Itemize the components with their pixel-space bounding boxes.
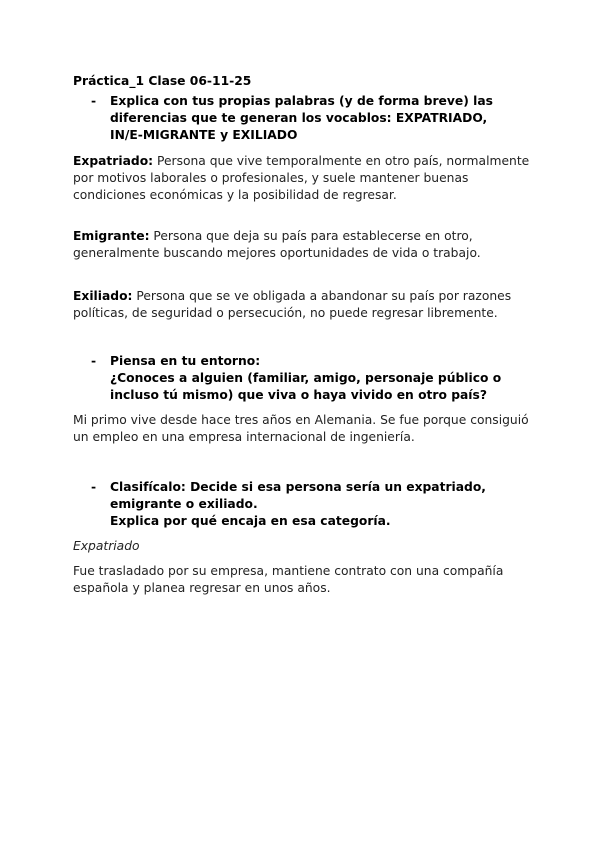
definition-text: Persona que deja su país para establecerse en otro,: [149, 229, 473, 243]
question-line: Piensa en tu entorno:: [110, 354, 261, 368]
classification-answer: Expatriado: [73, 539, 140, 553]
definition-text: Persona que se ve obligada a abandonar su país por razones: [132, 289, 512, 303]
question-line: Explica con tus propias palabras (y de forma breve) las: [110, 94, 493, 108]
question-line: incluso tú mismo) que viva o haya vivido en otro país?: [110, 388, 487, 402]
definition-text: políticas, de seguridad o persecución, no puede regresar libremente.: [73, 306, 498, 320]
definition-term: Emigrante:: [73, 229, 150, 243]
bullet-dash: -: [91, 354, 97, 368]
definition-text: condiciones económicas y la posibilidad de regresar.: [73, 188, 397, 202]
question-line: ¿Conoces a alguien (familiar, amigo, personaje público o: [110, 371, 502, 385]
definition-term: Exiliado:: [73, 289, 133, 303]
question-line: emigrante o exiliado.: [110, 497, 258, 511]
question-line: Explica por qué encaja en esa categoría.: [110, 514, 391, 528]
definition-text: generalmente buscando mejores oportunidades de vida o trabajo.: [73, 246, 481, 260]
answer-line: Fue trasladado por su empresa, mantiene contrato con una compañía: [73, 564, 504, 578]
document-title: Práctica_1 Clase 06-11-25: [73, 74, 252, 88]
bullet-dash: -: [91, 94, 97, 108]
question-line: Clasifícalo: Decide si esa persona sería un expatriado,: [110, 480, 486, 494]
answer-line: española y planea regresar en unos años.: [73, 581, 331, 595]
definition-text: Persona que vive temporalmente en otro país, normalmente: [153, 154, 530, 168]
question-line: IN/E-MIGRANTE y EXILIADO: [110, 128, 298, 142]
answer-line: un empleo en una empresa internacional de ingeniería.: [73, 430, 415, 444]
answer-line: Mi primo vive desde hace tres años en Alemania. Se fue porque consiguió: [73, 413, 529, 427]
definition-term: Expatriado:: [73, 154, 154, 168]
definition-text: por motivos laborales o profesionales, y suele mantener buenas: [73, 171, 469, 185]
bullet-dash: -: [91, 480, 97, 494]
question-line: diferencias que te generan los vocablos: EXPATRIADO,: [110, 111, 488, 125]
